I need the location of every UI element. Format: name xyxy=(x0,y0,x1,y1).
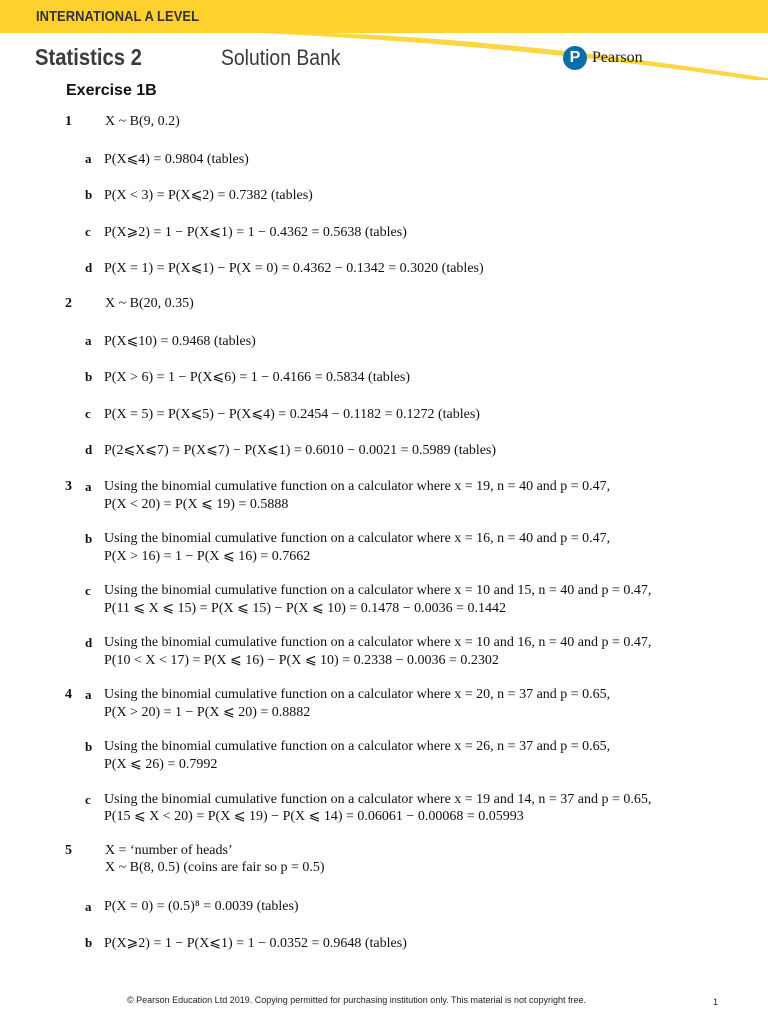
question-setup: X ~ B(8, 0.5) (coins are fair so p = 0.5) xyxy=(105,860,325,875)
part-label: b xyxy=(85,935,93,950)
question-setup: X ~ B(20, 0.35) xyxy=(105,296,194,311)
part-label: b xyxy=(85,531,93,546)
solution-line: P(X > 20) = 1 − P(X ⩽ 20) = 0.8882 xyxy=(104,705,311,720)
part-label: a xyxy=(85,899,92,914)
page-number: 1 xyxy=(713,997,719,1007)
resource-title: Solution Bank xyxy=(221,45,341,70)
solution-line: P(X > 16) = 1 − P(X ⩽ 16) = 0.7662 xyxy=(104,549,311,564)
solution-line: P(X⩽10) = 0.9468 (tables) xyxy=(104,334,256,349)
part-label: b xyxy=(85,187,93,202)
solution-line: Using the binomial cumulative function on a calculator where x = 16, n = 40 and p = 0.47, xyxy=(104,531,611,546)
solution-line: P(2⩽X⩽7) = P(X⩽7) − P(X⩽1) = 0.6010 − 0.0021 = 0.5989 (tables) xyxy=(104,443,497,458)
solution-line: Using the binomial cumulative function on a calculator where x = 19, n = 40 and p = 0.47, xyxy=(104,479,611,494)
part-label: c xyxy=(85,406,91,421)
question-number: 3 xyxy=(65,479,72,494)
subject-title: Statistics 2 xyxy=(35,44,142,70)
solution-line: P(10 < X < 17) = P(X ⩽ 16) − P(X ⩽ 10) = 0.2338 − 0.0036 = 0.2302 xyxy=(104,653,499,668)
part-label: a xyxy=(85,687,92,702)
solution-line: Using the binomial cumulative function on a calculator where x = 10 and 16, n = 40 and p = 0.47, xyxy=(104,635,652,650)
question-number: 2 xyxy=(65,296,72,311)
solution-line: Using the binomial cumulative function on a calculator where x = 20, n = 37 and p = 0.65, xyxy=(104,687,611,702)
solution-line: P(X > 6) = 1 − P(X⩽6) = 1 − 0.4166 = 0.5834 (tables) xyxy=(104,370,411,385)
question-number: 5 xyxy=(65,843,72,858)
solution-line: P(X = 1) = P(X⩽1) − P(X = 0) = 0.4362 − 0.1342 = 0.3020 (tables) xyxy=(104,261,484,276)
solution-line: P(X⩾2) = 1 − P(X⩽1) = 1 − 0.0352 = 0.9648 (tables) xyxy=(104,936,407,951)
solution-line: P(X = 5) = P(X⩽5) − P(X⩽4) = 0.2454 − 0.1182 = 0.1272 (tables) xyxy=(104,407,480,422)
solution-line: P(X⩾2) = 1 − P(X⩽1) = 1 − 0.4362 = 0.5638 (tables) xyxy=(104,225,407,240)
pearson-logo-icon: P xyxy=(563,46,587,70)
copyright-footer: © Pearson Education Ltd 2019. Copying permitted for purchasing institution only. This material is not copyright free. xyxy=(127,995,587,1005)
solution-line: P(X ⩽ 26) = 0.7992 xyxy=(104,757,218,772)
pearson-logo-text: Pearson xyxy=(592,49,643,66)
solution-line: P(X < 3) = P(X⩽2) = 0.7382 (tables) xyxy=(104,188,313,203)
part-label: d xyxy=(85,260,93,275)
qualification-label: INTERNATIONAL A LEVEL xyxy=(36,8,200,25)
part-label: a xyxy=(85,479,92,494)
part-label: d xyxy=(85,635,93,650)
part-label: a xyxy=(85,333,92,348)
solution-line: Using the binomial cumulative function on a calculator where x = 10 and 15, n = 40 and p = 0.47, xyxy=(104,583,652,598)
exercise-title: Exercise 1B xyxy=(66,82,157,99)
pearson-logo xyxy=(563,46,643,70)
solution-line: P(15 ⩽ X < 20) = P(X ⩽ 19) − P(X ⩽ 14) = 0.06061 − 0.00068 = 0.05993 xyxy=(104,809,524,824)
question-setup: X = ‘number of heads’ xyxy=(105,843,233,858)
part-label: d xyxy=(85,442,93,457)
solution-line: Using the binomial cumulative function on a calculator where x = 19 and 14, n = 37 and p = 0.65, xyxy=(104,792,652,807)
part-label: c xyxy=(85,792,91,807)
part-label: a xyxy=(85,151,92,166)
solution-line: Using the binomial cumulative function on a calculator where x = 26, n = 37 and p = 0.65, xyxy=(104,739,611,754)
question-number: 1 xyxy=(65,114,72,129)
solution-line: P(X = 0) = (0.5)⁸ = 0.0039 (tables) xyxy=(104,899,299,914)
solution-line: P(X < 20) = P(X ⩽ 19) = 0.5888 xyxy=(104,497,289,512)
part-label: b xyxy=(85,369,93,384)
solution-line: P(X⩽4) = 0.9804 (tables) xyxy=(104,152,249,167)
part-label: b xyxy=(85,739,93,754)
part-label: c xyxy=(85,583,91,598)
question-number: 4 xyxy=(65,687,72,702)
part-label: c xyxy=(85,224,91,239)
question-setup: X ~ B(9, 0.2) xyxy=(105,114,180,129)
solution-line: P(11 ⩽ X ⩽ 15) = P(X ⩽ 15) − P(X ⩽ 10) = 0.1478 − 0.0036 = 0.1442 xyxy=(104,601,507,616)
